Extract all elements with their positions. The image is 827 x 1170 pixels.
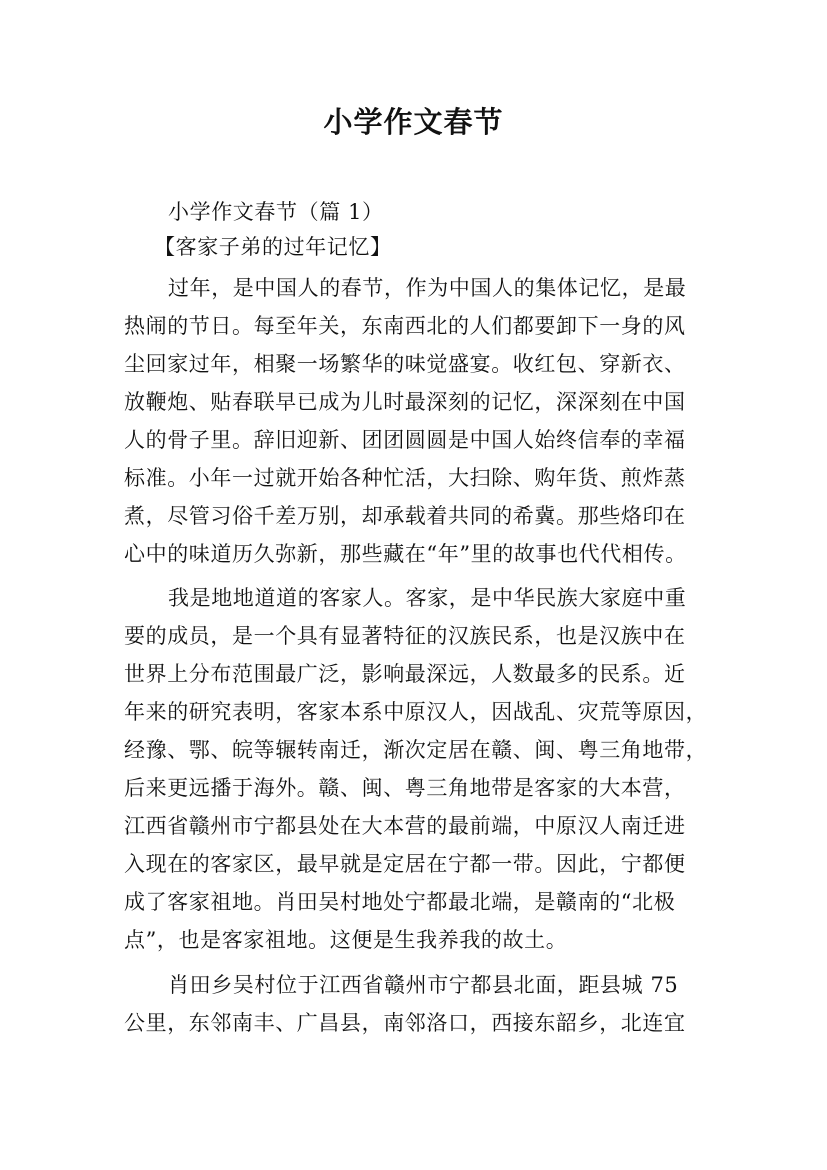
document-title: 小学作文春节: [323, 105, 504, 139]
paragraph-line: 过年，是中国人的春节，作为中国人的集体记忆，是最: [168, 276, 687, 300]
paragraph-line: 尘回家过年，相聚一场繁华的味觉盛宴。收红包、穿新衣、: [124, 352, 686, 376]
paragraph-line: 入现在的客家区，最早就是定居在宁都一带。因此，宁都便: [124, 852, 686, 876]
paragraph-line: 热闹的节日。每至年关，东南西北的人们都要卸下一身的风: [124, 314, 686, 338]
paragraph-line: 标准。小年一过就开始各种忙活，大扫除、购年货、煎炸蒸: [124, 466, 686, 490]
paragraph-line: 公里，东邻南丰、广昌县，南邻洛口，西接东韶乡，北连宜: [124, 1011, 686, 1035]
article-subtitle: 【客家子弟的过年记忆】: [154, 235, 392, 259]
paragraph-line: 世界上分布范围最广泛，影响最深远，人数最多的民系。近: [124, 662, 686, 686]
paragraph-line: 人的骨子里。辞旧迎新、团团圆圆是中国人始终信奉的幸福: [124, 428, 686, 452]
paragraph-line: 后来更远播于海外。赣、闽、粤三角地带是客家的大本营，: [124, 776, 686, 800]
paragraph-line: 肖田乡吴村位于江西省赣州市宁都县北面，距县城 75: [168, 973, 679, 997]
paragraph-line: 江西省赣州市宁都县处在大本营的最前端，中原汉人南迁进: [124, 814, 686, 838]
paragraph-line: 要的成员，是一个具有显著特征的汉族民系，也是汉族中在: [124, 624, 686, 648]
section-heading: 小学作文春节（篇 1）: [168, 200, 384, 224]
paragraph-line: 年来的研究表明，客家本系中原汉人，因战乱、灾荒等原因，: [124, 700, 708, 724]
paragraph-line: 心中的味道历久弥新，那些藏在“年”里的故事也代代相传。: [124, 542, 687, 566]
paragraph-line: 成了客家祖地。肖田吴村地处宁都最北端，是赣南的“北极: [124, 890, 676, 914]
paragraph-line: 点”，也是客家祖地。这便是生我养我的故土。: [124, 928, 568, 952]
paragraph-line: 放鞭炮、贴春联早已成为儿时最深刻的记忆，深深刻在中国: [124, 390, 686, 414]
paragraph-line: 我是地地道道的客家人。客家，是中华民族大家庭中重: [168, 586, 687, 610]
paragraph-line: 经豫、鄂、皖等辗转南迁，渐次定居在赣、闽、粤三角地带，: [124, 738, 708, 762]
paragraph-line: 煮，尽管习俗千差万别，却承载着共同的希冀。那些烙印在: [124, 504, 686, 528]
